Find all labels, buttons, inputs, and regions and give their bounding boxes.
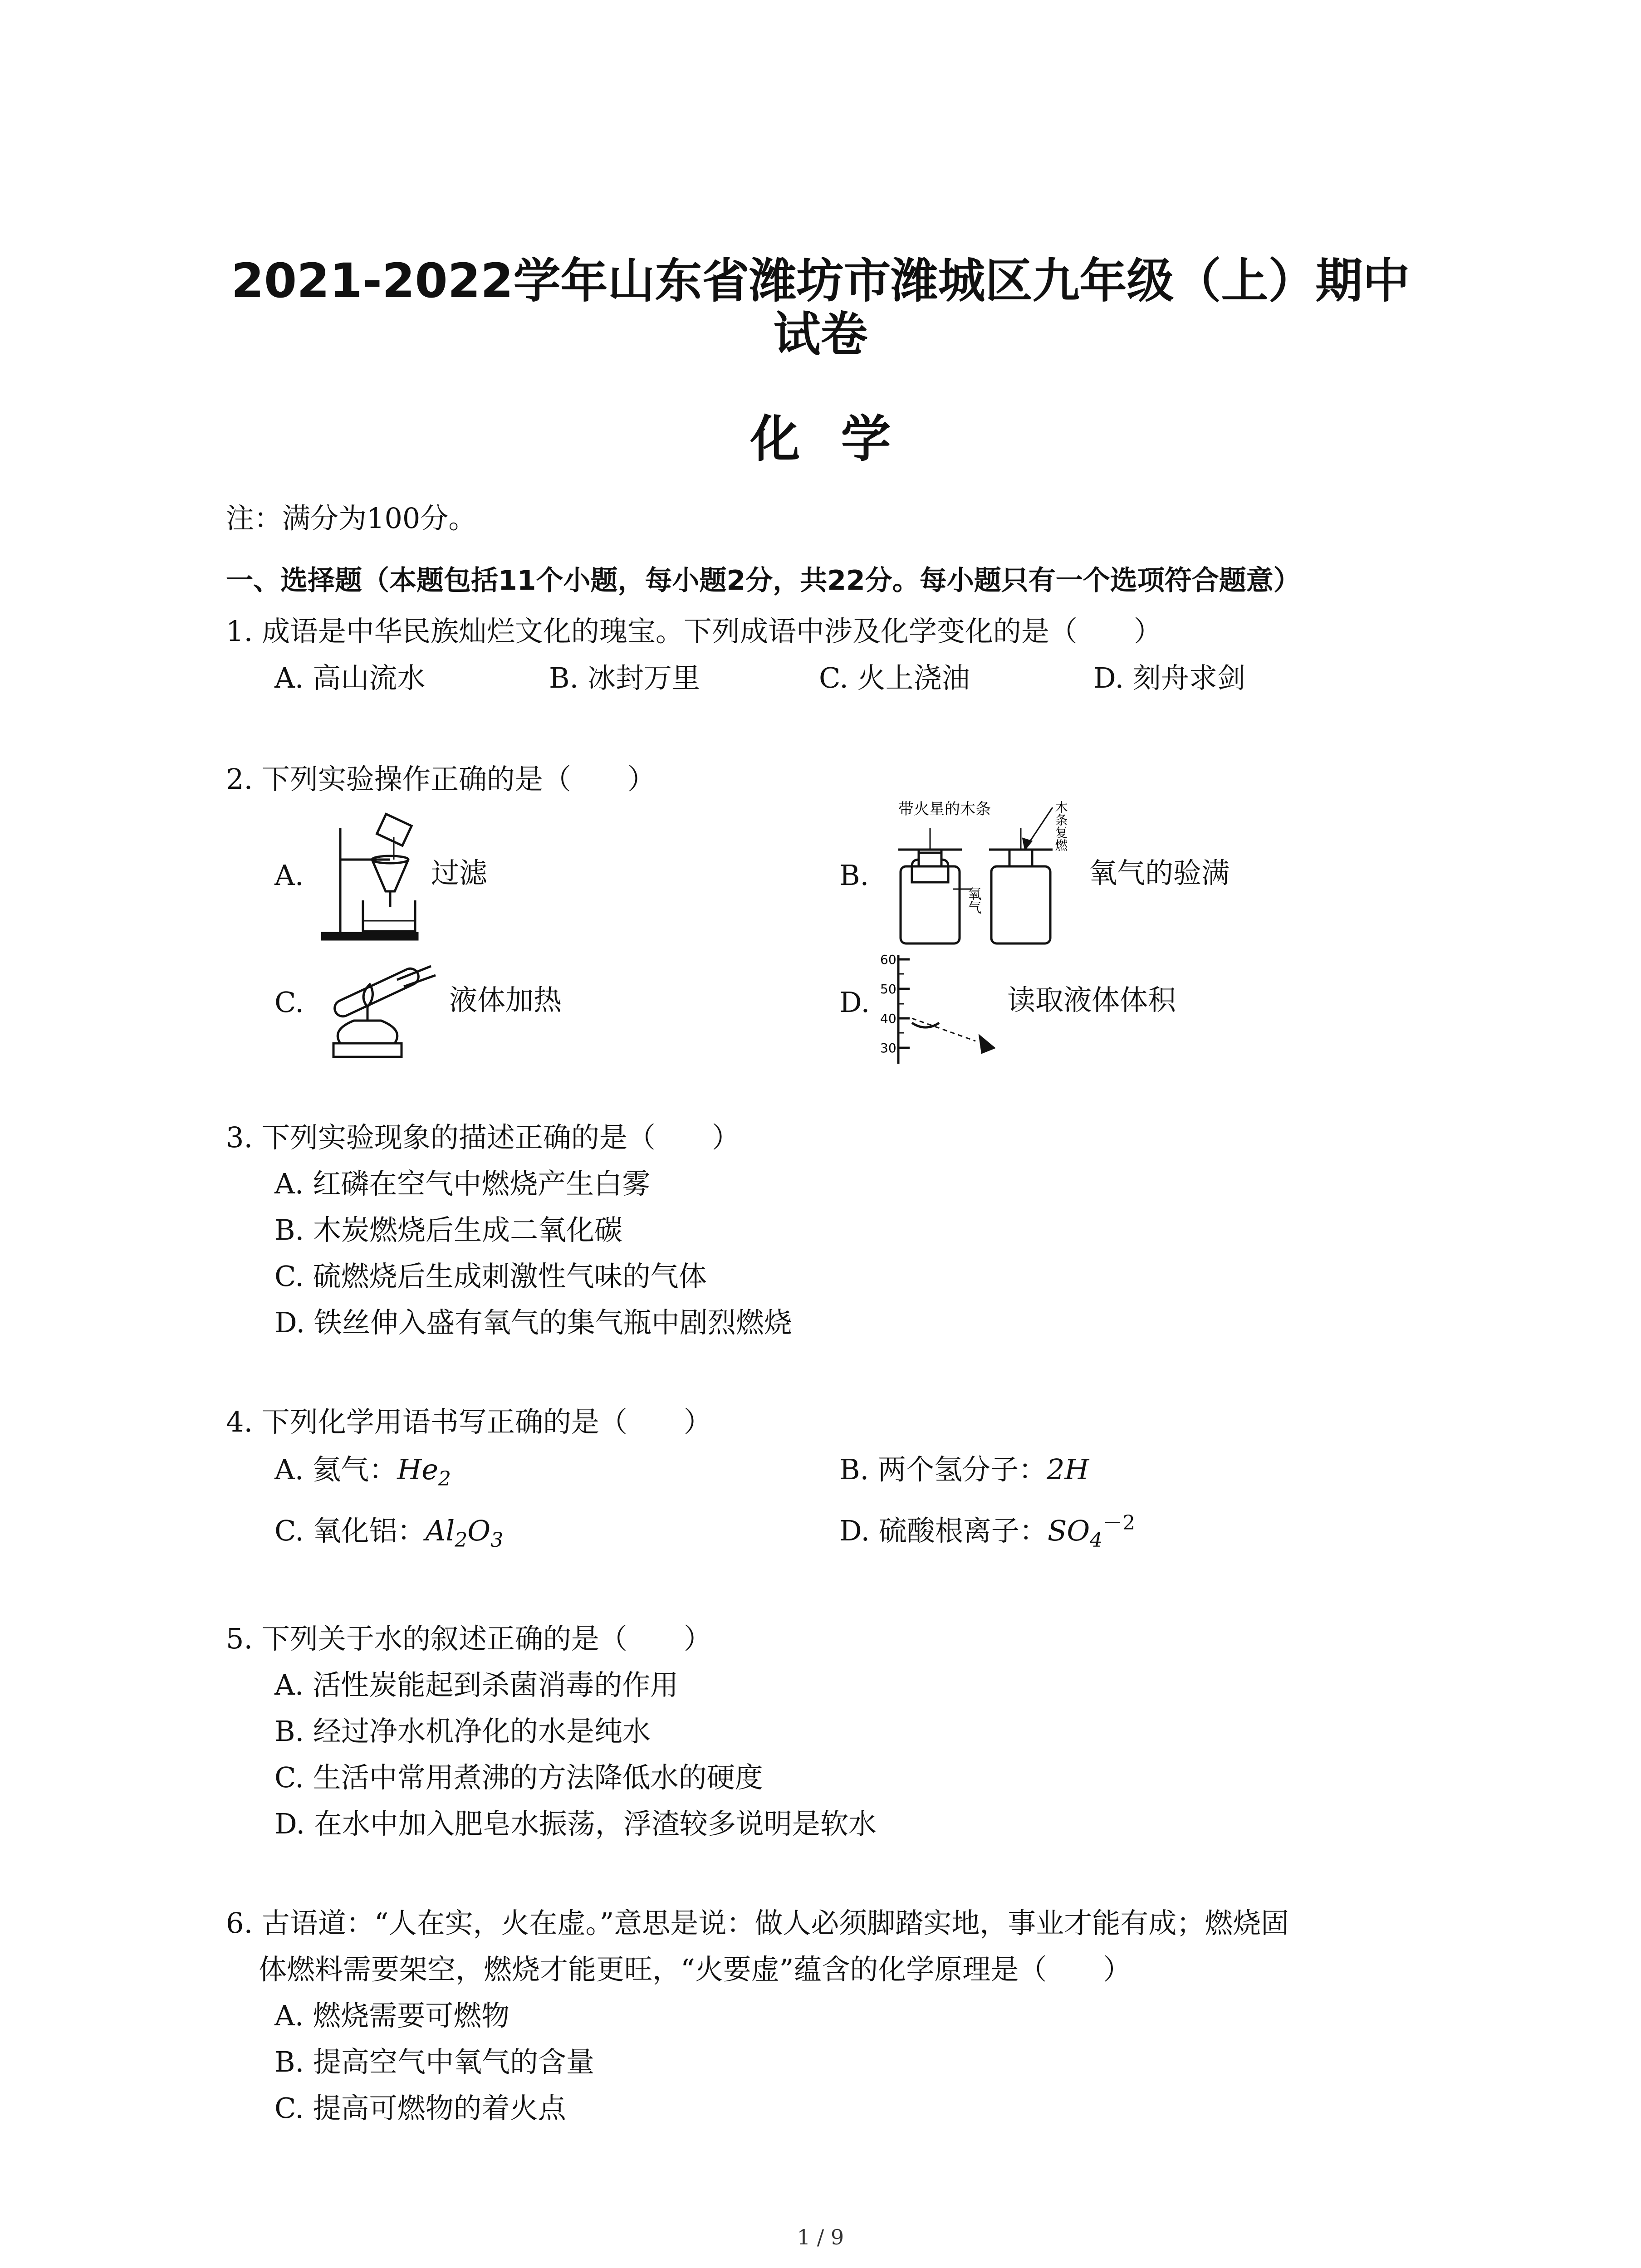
q2-option-d-letter: D.	[839, 986, 870, 1019]
q4-option-d	[839, 1511, 1136, 1552]
q4-option-a	[274, 1452, 451, 1491]
q4-option-a-label: A. 氦气：	[274, 1453, 397, 1486]
score-note: 注：满分为100分。	[226, 502, 477, 535]
subject-title: 化学	[750, 410, 932, 468]
q1-option-c: C. 火上浇油	[819, 661, 970, 694]
question-6-stem-line1: 6. 古语道：“人在实，火在虚。”意思是说：做人必须脚踏实地，事业才能有成；燃烧固	[226, 1906, 1289, 1940]
tick-40: 40	[880, 1011, 896, 1026]
q5-option-c: C. 生活中常用煮沸的方法降低水的硬度	[274, 1761, 763, 1794]
oxygen-label: 氧气	[965, 887, 981, 914]
q2-option-a-letter: A.	[274, 859, 304, 892]
q4-option-c-formula-2: O	[467, 1514, 491, 1547]
q4-option-c-label: C. 氧化铝：	[274, 1514, 426, 1547]
q2-option-b-caption: 氧气的验满	[1089, 856, 1230, 890]
q5-option-d: D. 在水中加入肥皂水振荡，浮渣较多说明是软水	[274, 1807, 877, 1840]
q4-option-a-subscript: 2	[438, 1467, 451, 1491]
q4-option-b	[839, 1452, 1089, 1488]
q6-option-a: A. 燃烧需要可燃物	[274, 1999, 510, 2032]
q5-option-a: A. 活性炭能起到杀菌消毒的作用	[274, 1668, 679, 1701]
q1-option-a: A. 高山流水	[274, 661, 426, 694]
q3-option-a: A. 红磷在空气中燃烧产生白雾	[274, 1167, 651, 1200]
exam-title-cont: 试卷	[773, 307, 868, 362]
exam-title: 2021-2022学年山东省潍坊市潍城区九年级（上）期中	[231, 253, 1410, 308]
question-5-stem: 5. 下列关于水的叙述正确的是（ ）	[226, 1622, 712, 1655]
question-2-stem: 2. 下列实验操作正确的是（ ）	[226, 763, 656, 796]
question-6-stem-line2: 体燃料需要架空，燃烧才能更旺，“火要虚”蕴含的化学原理是（ ）	[259, 1953, 1132, 1986]
q4-option-c-formula-1: Al	[425, 1514, 455, 1547]
q2-option-d-caption: 读取液体体积	[1007, 983, 1176, 1017]
q3-option-b: B. 木炭燃烧后生成二氧化碳	[274, 1213, 622, 1246]
q4-option-d-subscript: 4	[1090, 1529, 1103, 1552]
q1-option-d: D. 刻舟求剑	[1093, 661, 1245, 694]
q4-option-b-label: B. 两个氢分子：	[839, 1453, 1047, 1486]
page-number: 1 / 9	[797, 2225, 844, 2249]
q4-option-d-formula: SO	[1047, 1514, 1090, 1547]
q4-option-b-formula: 2H	[1046, 1453, 1089, 1486]
q2-option-b-letter: B.	[839, 859, 869, 892]
splint-label: 带火星的木条	[898, 800, 991, 818]
section-heading: 一、选择题（本题包括11个小题，每小题2分，共22分。每小题只有一个选项符合题意）	[226, 565, 1301, 596]
q4-option-c-sub-2: 3	[490, 1529, 504, 1552]
question-3-stem: 3. 下列实验现象的描述正确的是（ ）	[226, 1121, 740, 1154]
q4-option-a-formula: He	[397, 1453, 438, 1486]
filtration-apparatus-illustration	[313, 814, 422, 950]
tick-60: 60	[880, 952, 896, 967]
q1-option-b: B. 冰封万里	[549, 661, 700, 694]
question-4-stem: 4. 下列化学用语书写正确的是（ ）	[226, 1405, 712, 1438]
q4-option-c	[274, 1513, 504, 1552]
q3-option-d: D. 铁丝伸入盛有氧气的集气瓶中剧烈燃烧	[274, 1306, 792, 1339]
q4-option-c-sub-1: 2	[455, 1529, 468, 1552]
q4-option-d-charge: －2	[1102, 1511, 1136, 1535]
q2-option-a-caption: 过滤	[431, 856, 488, 890]
q3-option-c: C. 硫燃烧后生成刺激性气味的气体	[274, 1260, 707, 1293]
rekindle-label: 木条复燃	[1053, 801, 1068, 851]
q4-option-d-label: D. 硫酸根离子：	[839, 1514, 1048, 1547]
graduated-cylinder-illustration	[880, 950, 1007, 1068]
q6-option-c: C. 提高可燃物的着火点	[274, 2092, 566, 2125]
q5-option-b: B. 经过净水机净化的水是纯水	[274, 1715, 651, 1748]
q6-option-b: B. 提高空气中氧气的含量	[274, 2045, 594, 2078]
q2-option-c-caption: 液体加热	[449, 983, 562, 1017]
tick-50: 50	[880, 982, 896, 997]
question-1-stem: 1. 成语是中华民族灿烂文化的瑰宝。下列成语中涉及化学变化的是（ ）	[226, 615, 1162, 648]
liquid-heating-illustration	[313, 953, 449, 1061]
q2-option-c-letter: C.	[274, 986, 304, 1019]
tick-30: 30	[880, 1041, 896, 1056]
